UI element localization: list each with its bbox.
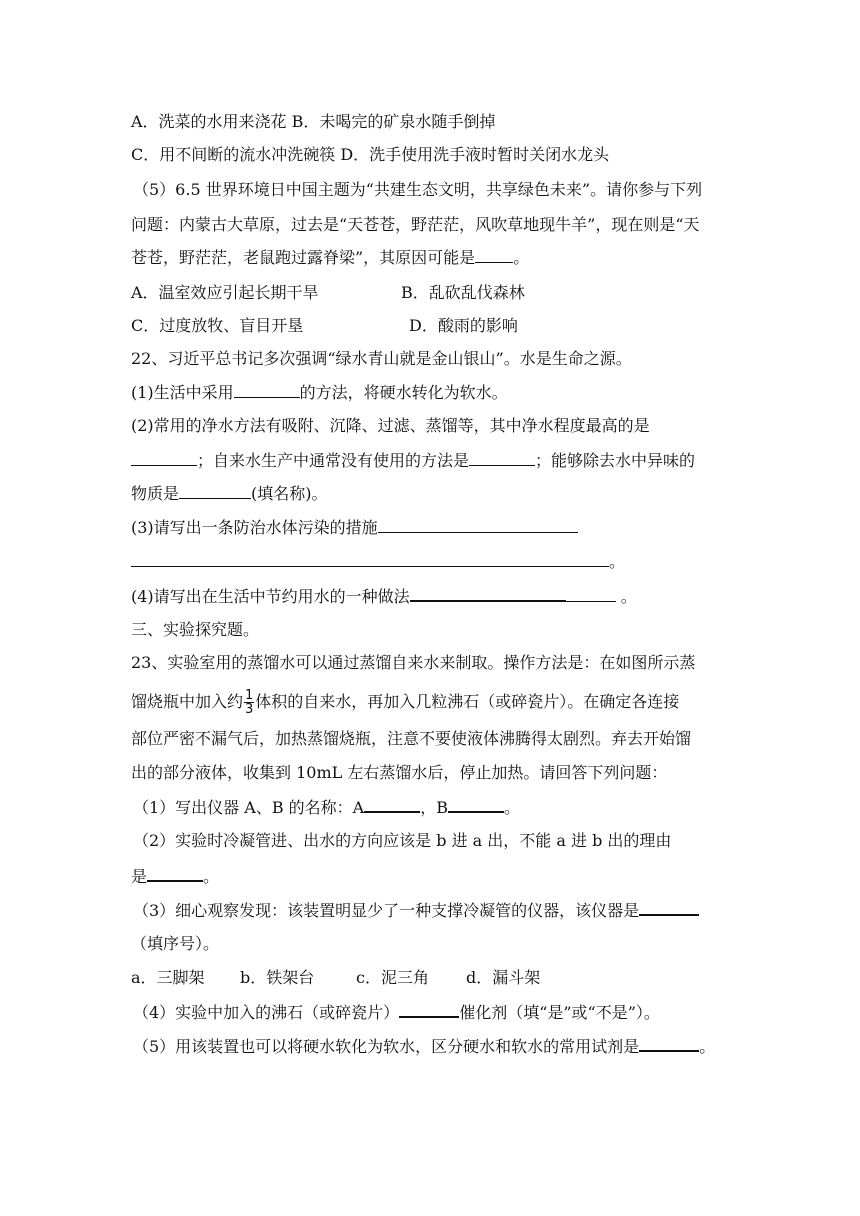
q21-part5-option-c: C．过度放牧、盲目开垦 xyxy=(131,316,304,335)
q21-part5-line1: （5）6.5 世界环境日中国主题为“共建生态文明，共享绿色未来”。请你参与下列 xyxy=(133,180,703,199)
q23-part1-end: 。 xyxy=(504,798,521,817)
q22-part4-blank-thin[interactable] xyxy=(566,585,616,602)
q23-part2-line2-text: 是 xyxy=(131,867,148,886)
q21-part5-option-b: B．乱砍乱伐森林 xyxy=(401,283,525,302)
q23-line4: 出的部分液体，收集到 10mL 左右蒸馏水后，停止加热。请回答下列问题： xyxy=(131,763,668,782)
q22-part3-line2 xyxy=(131,550,731,574)
q22-part2-line1: (2)常用的净水方法有吸附、沉降、过滤、蒸馏等，其中净水程度最高的是 xyxy=(131,416,650,435)
q22-part2-line2 xyxy=(131,449,731,473)
q23-part3-line2: （填序号）。 xyxy=(131,934,220,953)
one-third-fraction xyxy=(244,689,254,716)
q23-part3-line1 xyxy=(133,898,733,922)
q22-part2-line3 xyxy=(131,482,731,506)
q23-line2-text-end: 体积的自来水，再加入几粒沸石（或碎瓷片）。在确定各连接 xyxy=(255,692,680,711)
q22-part3-text: (3)请写出一条防治水体污染的措施 xyxy=(131,518,378,537)
q23-part2-end: 。 xyxy=(203,867,220,886)
q23-part2-blank[interactable] xyxy=(147,864,203,882)
q23-line1: 23、实验室用的蒸馏水可以通过蒸馏自来水来制取。操作方法是：在如图所示蒸 xyxy=(131,653,696,672)
q23-part3-blank[interactable] xyxy=(639,898,699,916)
q23-part5-text: （5）用该装置也可以将硬水软化为软水，区分硬水和软水的常用试剂是 xyxy=(133,1037,640,1056)
q23-part4-blank[interactable] xyxy=(399,1000,459,1018)
q23-part1 xyxy=(133,795,733,819)
q23-part5-end: 。 xyxy=(699,1037,716,1056)
q22-part3-blank-line1[interactable] xyxy=(378,516,578,533)
q22-part2-line3-end: (填名称)。 xyxy=(251,484,328,503)
q22-part4-end: 。 xyxy=(620,587,637,606)
q22-stem: 22、习近平总书记多次强调“绿水青山就是金山银山”。水是生命之源。 xyxy=(131,349,632,368)
q22-part4 xyxy=(131,584,731,608)
q21-part5-line3-end: 。 xyxy=(513,248,530,267)
q21-options-ab: A．洗菜的水用来浇花 B．未喝完的矿泉水随手倒掉 xyxy=(131,112,496,131)
q22-part2-blank-highest[interactable] xyxy=(131,449,197,466)
q23-option-b: b．铁架台 xyxy=(240,968,315,987)
q23-line2 xyxy=(131,687,731,717)
q23-part4 xyxy=(133,1000,733,1024)
q23-part3-options xyxy=(131,966,731,990)
q23-option-d: d．漏斗架 xyxy=(466,968,541,987)
q22-part3-blank-line2[interactable] xyxy=(131,550,609,567)
q22-part3-end: 。 xyxy=(609,552,626,571)
q23-part1-text: （1）写出仪器 A、B 的名称：A xyxy=(133,798,365,817)
q21-part5-answer-blank[interactable] xyxy=(475,246,513,263)
q23-option-c: c．泥三角 xyxy=(356,968,429,987)
fraction-numerator: 1 xyxy=(245,688,254,703)
q23-part5 xyxy=(133,1034,733,1058)
q22-part3 xyxy=(131,516,731,540)
q21-part5-line3-text: 苍苍，野茫茫，老鼠跑过露脊梁”，其原因可能是 xyxy=(131,248,476,267)
q23-part1-blank-b[interactable] xyxy=(448,795,504,813)
q21-part5-option-a: A．温室效应引起长期干旱 xyxy=(131,283,319,302)
q22-part1-text: (1)生活中采用 xyxy=(131,383,234,402)
q22-part2-line2-end: ；能够除去水中异味的 xyxy=(535,451,696,470)
q23-option-a: a．三脚架 xyxy=(131,968,205,987)
q21-part5-line2: 问题：内蒙古大草原，过去是“天苍苍，野茫茫，风吹草地现牛羊”，现在则是“天 xyxy=(131,215,700,234)
q23-line3: 部位严密不漏气后，加热蒸馏烧瓶，注意不要使液体沸腾得太剧烈。弃去开始馏 xyxy=(131,729,692,748)
fraction-denominator: 3 xyxy=(245,702,254,717)
q22-part2-blank-unused[interactable] xyxy=(469,449,535,466)
q22-part2-line2-text: ；自来水生产中通常没有使用的方法是 xyxy=(197,451,470,470)
q23-part5-blank[interactable] xyxy=(639,1034,699,1052)
q23-part1-blank-a[interactable] xyxy=(364,795,420,813)
section-three-title: 三、实验探究题。 xyxy=(131,620,260,639)
q23-part3-text: （3）细心观察发现：该装置明显少了一种支撑冷凝管的仪器，该仪器是 xyxy=(133,901,640,920)
q21-part5-options-cd xyxy=(131,314,731,338)
q22-part2-blank-odor[interactable] xyxy=(179,482,251,499)
q23-part1-text-b: ，B xyxy=(420,798,448,817)
q21-part5-option-d: D．酸雨的影响 xyxy=(409,316,518,335)
q21-part5-options-ab xyxy=(131,281,731,305)
q22-part4-blank-bold[interactable] xyxy=(410,584,566,602)
q22-part4-text: (4)请写出在生活中节约用水的一种做法 xyxy=(131,587,410,606)
q23-part2-line2 xyxy=(131,864,731,888)
q23-part4-text-end: 催化剂（填“是”或“不是”）。 xyxy=(459,1003,660,1022)
q23-part2-line1: （2）实验时冷凝管进、出水的方向应该是 b 进 a 出，不能 a 进 b 出的理由 xyxy=(133,831,672,850)
q21-part5-line3 xyxy=(131,246,731,270)
q22-part2-line3-text: 物质是 xyxy=(131,484,180,503)
q22-part1-blank[interactable] xyxy=(234,381,300,398)
q23-part4-text: （4）实验中加入的沸石（或碎瓷片） xyxy=(133,1003,400,1022)
q22-part1-text-end: 的方法，将硬水转化为软水。 xyxy=(299,383,508,402)
q22-part1 xyxy=(131,381,731,405)
q21-options-cd: C．用不间断的流水冲洗碗筷 D．洗手使用洗手液时暂时关闭水龙头 xyxy=(131,145,610,164)
q23-line2-text: 馏烧瓶中加入约 xyxy=(131,692,244,711)
